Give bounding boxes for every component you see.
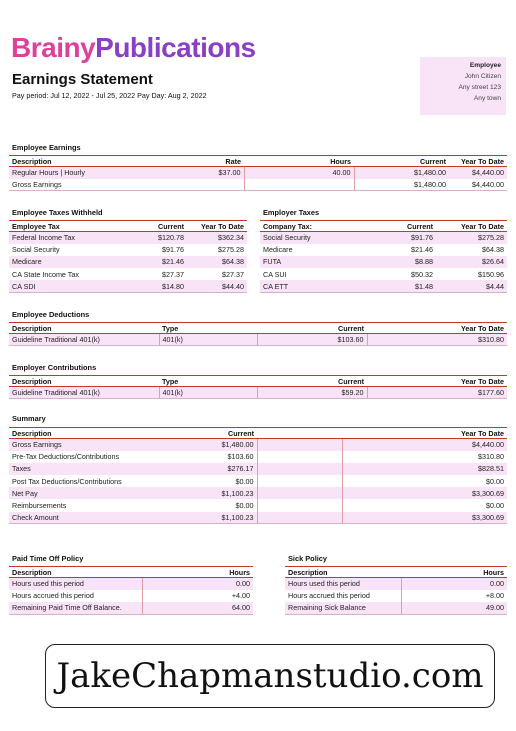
employee-name: John Citizen	[464, 73, 501, 80]
emp-taxes-table	[9, 220, 247, 293]
table-cell: +8.00	[401, 590, 507, 602]
col-header: Type	[159, 323, 257, 334]
table-cell: $59.20	[257, 387, 367, 399]
table-cell: 0.00	[142, 578, 253, 590]
table-cell: Medicare	[9, 256, 129, 268]
table-cell: $0.00	[342, 499, 507, 511]
table-row	[9, 167, 507, 179]
table-cell	[257, 475, 342, 487]
col-header: Current	[257, 376, 367, 387]
table-cell: $91.76	[162, 245, 184, 255]
table-cell: Social Security	[260, 232, 380, 244]
table-row	[9, 244, 247, 256]
employee-label: Employee	[469, 62, 501, 69]
table-cell: 0.00	[401, 578, 507, 590]
table-cell: $4,440.00	[342, 439, 507, 451]
table-row	[9, 451, 507, 463]
col-header: Year To Date	[342, 428, 507, 439]
table-cell: Net Pay	[9, 487, 149, 499]
table-cell: $21.46	[411, 245, 433, 255]
table-cell: CA ETT	[260, 280, 380, 292]
sick-table	[285, 566, 507, 615]
deductions-title: Employee Deductions	[12, 310, 90, 319]
table-cell: $1,100.23	[149, 512, 257, 524]
col-header: Description	[9, 567, 142, 578]
emp-taxes-title: Employee Taxes Withheld	[12, 208, 103, 217]
col-header: Year To Date	[187, 221, 247, 232]
col-header: Hours	[401, 567, 507, 578]
col-header: Current	[354, 156, 449, 167]
page-title: Earnings Statement	[12, 71, 153, 88]
table-cell: $64.38	[482, 245, 504, 255]
col-header: Year To Date	[449, 156, 507, 167]
table-cell: $37.00	[149, 167, 244, 179]
col-header: Year To Date	[436, 221, 507, 232]
table-row	[260, 280, 507, 292]
table-cell: $828.51	[342, 463, 507, 475]
table-cell: Gross Earnings	[9, 179, 149, 191]
table-cell	[149, 179, 244, 191]
table-row	[285, 602, 507, 614]
table-cell: Pre-Tax Deductions/Contributions	[12, 452, 120, 462]
table-cell: CA State Income Tax	[12, 269, 79, 279]
employee-info-box	[420, 57, 506, 115]
table-cell: $8.88	[380, 256, 436, 268]
table-cell: Post Tax Deductions/Contributions	[12, 476, 122, 486]
table-row	[9, 439, 507, 451]
table-cell: $0.00	[235, 501, 254, 511]
table-cell: $310.80	[342, 451, 507, 463]
table-row	[260, 232, 507, 244]
table-cell: $4,440.00	[449, 167, 507, 179]
table-cell: $4,440.00	[449, 179, 507, 191]
table-cell: $103.60	[227, 452, 254, 462]
table-cell: $120.78	[129, 232, 187, 244]
table-cell: Check Amount	[9, 512, 149, 524]
table-row	[9, 512, 507, 524]
table-cell: $103.60	[257, 334, 367, 346]
table-cell: 49.00	[401, 602, 507, 614]
col-header: Year To Date	[367, 376, 507, 387]
col-header	[257, 428, 342, 439]
table-cell: $1,480.00	[149, 439, 257, 451]
table-row	[9, 602, 253, 614]
col-header: Hours	[244, 156, 354, 167]
table-cell: Taxes	[9, 463, 149, 475]
table-row	[9, 487, 507, 499]
summary-table	[9, 427, 507, 524]
table-cell: $0.00	[235, 476, 254, 486]
table-cell: $3,300.69	[342, 487, 507, 499]
table-cell: $91.76	[380, 232, 436, 244]
col-header: Employee Tax	[9, 221, 129, 232]
table-cell: $276.17	[149, 463, 257, 475]
table-row	[9, 232, 247, 244]
col-header: Current	[380, 221, 436, 232]
table-cell	[257, 487, 342, 499]
table-row	[260, 256, 507, 268]
table-cell: Federal Income Tax	[9, 232, 129, 244]
pay-period: Pay period: Jul 12, 2022 - Jul 25, 2022 Pay Day: Aug 2, 2022	[12, 91, 207, 100]
table-cell: Gross Earnings	[9, 439, 149, 451]
table-cell: $3,300.69	[342, 512, 507, 524]
table-cell: $177.60	[367, 387, 507, 399]
table-cell: $44.40	[187, 280, 247, 292]
table-cell: 401(k)	[159, 334, 257, 346]
watermark-banner: JakeChapmanstudio.com	[45, 644, 495, 708]
table-cell	[257, 512, 342, 524]
table-row	[9, 475, 507, 487]
earnings-table	[9, 155, 507, 191]
table-cell: Guideline Traditional 401(k)	[9, 387, 159, 399]
table-cell: $1,480.00	[354, 179, 449, 191]
table-row	[9, 256, 247, 268]
table-cell: Social Security	[12, 245, 60, 255]
table-cell: Guideline Traditional 401(k)	[9, 334, 159, 346]
table-cell	[257, 463, 342, 475]
table-cell: Hours used this period	[285, 578, 401, 590]
deductions-table	[9, 322, 507, 346]
col-header: Description	[9, 323, 159, 334]
table-cell: Hours accrued this period	[12, 591, 94, 601]
brand-part1: Brainy	[11, 32, 96, 63]
col-header: Hours	[142, 567, 253, 578]
summary-title: Summary	[12, 414, 46, 423]
table-cell: $64.38	[187, 256, 247, 268]
col-header: Current	[149, 428, 257, 439]
table-cell: +4.00	[142, 590, 253, 602]
brand-logo	[11, 34, 256, 62]
table-row	[9, 179, 507, 191]
table-cell: Hours accrued this period	[288, 591, 370, 601]
table-row	[285, 578, 507, 590]
table-cell: Regular Hours | Hourly	[9, 167, 149, 179]
col-header: Description	[9, 376, 159, 387]
col-header: Type	[159, 376, 257, 387]
table-cell: CA SDI	[9, 280, 129, 292]
col-header: Company Tax:	[260, 221, 380, 232]
table-cell: CA SUI	[263, 269, 287, 279]
table-row	[9, 499, 507, 511]
table-row	[9, 590, 253, 602]
table-cell: Medicare	[263, 245, 293, 255]
table-cell: Reimbursements	[12, 501, 67, 511]
table-cell: $275.28	[436, 232, 507, 244]
table-row	[9, 334, 507, 346]
table-cell: $150.96	[478, 269, 504, 279]
table-cell	[244, 179, 354, 191]
table-row	[260, 268, 507, 280]
table-cell: Remaining Sick Balance	[285, 602, 401, 614]
col-header: Description	[9, 428, 149, 439]
table-cell: $27.37	[162, 269, 184, 279]
col-header: Rate	[149, 156, 244, 167]
table-cell: 40.00	[244, 167, 354, 179]
table-cell: $310.80	[367, 334, 507, 346]
table-row	[285, 590, 507, 602]
contributions-title: Employer Contributions	[12, 363, 97, 372]
table-row	[260, 244, 507, 256]
table-cell: $26.64	[436, 256, 507, 268]
table-cell: $50.32	[411, 269, 433, 279]
table-cell: FUTA	[260, 256, 380, 268]
er-taxes-table	[260, 220, 507, 293]
table-cell: $275.28	[218, 245, 244, 255]
table-row	[9, 387, 507, 399]
col-header: Current	[129, 221, 187, 232]
pto-title: Paid Time Off Policy	[12, 554, 84, 563]
table-cell: 401(k)	[159, 387, 257, 399]
table-cell: $21.46	[129, 256, 187, 268]
table-cell: $14.80	[129, 280, 187, 292]
col-header: Current	[257, 323, 367, 334]
col-header: Description	[285, 567, 401, 578]
table-cell	[257, 439, 342, 451]
table-cell: Hours used this period	[9, 578, 142, 590]
table-cell: $1.48	[380, 280, 436, 292]
contributions-table	[9, 375, 507, 399]
earnings-title: Employee Earnings	[12, 143, 81, 152]
table-cell	[257, 451, 342, 463]
col-header: Description	[9, 156, 149, 167]
brand-part2: Publications	[95, 32, 256, 63]
employee-street: Any street 123	[458, 84, 501, 91]
er-taxes-title: Employer Taxes	[263, 208, 320, 217]
col-header: Year To Date	[367, 323, 507, 334]
table-row	[9, 268, 247, 280]
table-cell: $1,480.00	[354, 167, 449, 179]
employee-town: Any town	[473, 95, 501, 102]
table-cell	[257, 499, 342, 511]
table-cell: $4.44	[436, 280, 507, 292]
table-cell: $0.00	[342, 475, 507, 487]
table-row	[9, 280, 247, 292]
sick-title: Sick Policy	[288, 554, 328, 563]
table-cell: $362.34	[187, 232, 247, 244]
table-cell: Remaining Paid Time Off Balance.	[9, 602, 142, 614]
table-row	[9, 578, 253, 590]
table-cell: 64.00	[142, 602, 253, 614]
table-row	[9, 463, 507, 475]
table-cell: $27.37	[222, 269, 244, 279]
table-cell: $1,100.23	[149, 487, 257, 499]
pto-table	[9, 566, 253, 615]
